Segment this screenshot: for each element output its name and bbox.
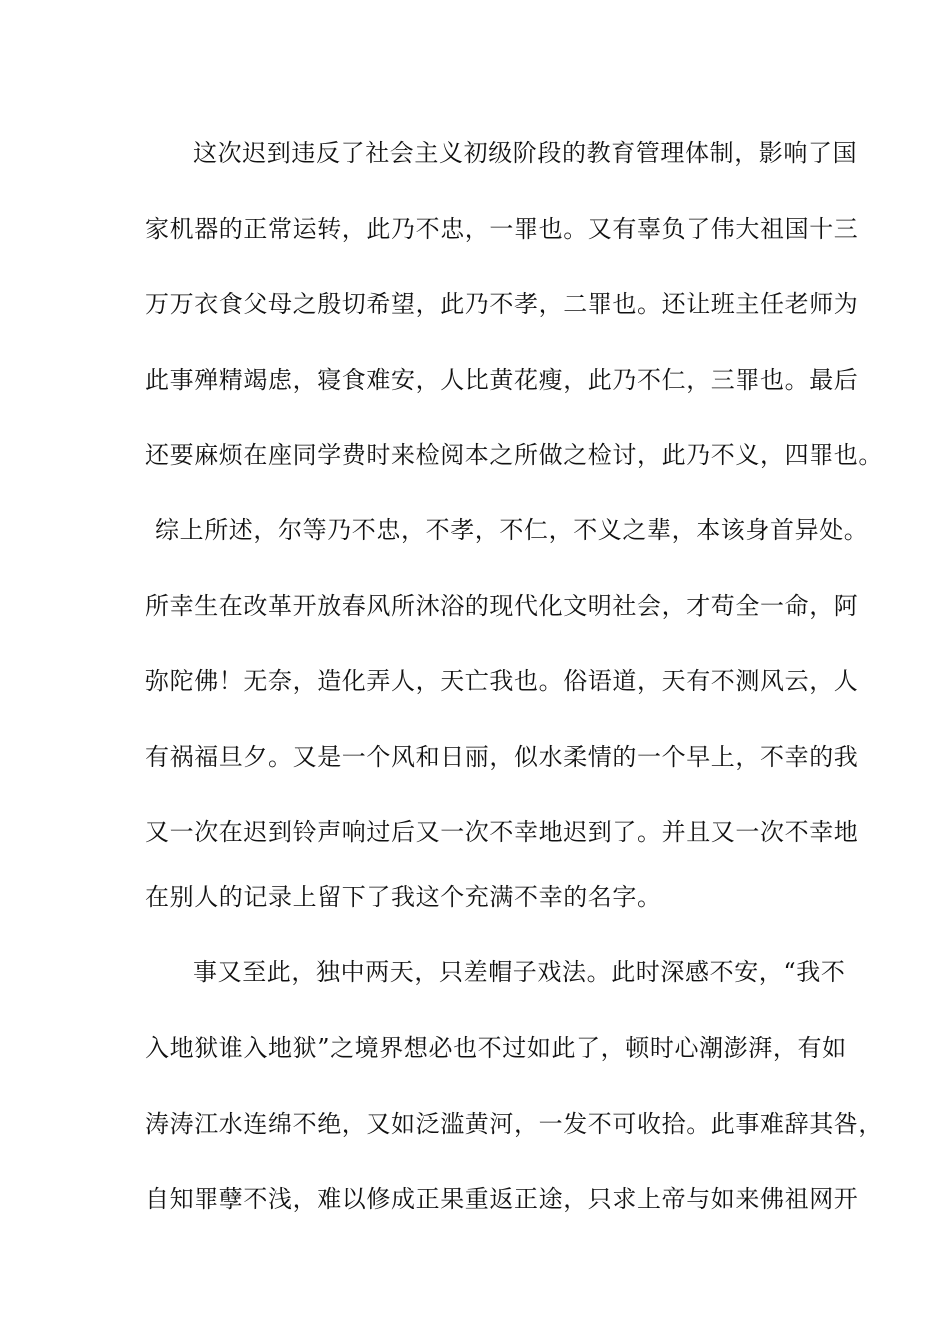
text-line-7: 所幸生在改革开放春风所沐浴的现代化文明社会，才苟全一命，阿 [145,592,859,620]
text-line-5: 还要麻烦在座同学费时来检阅本之所做之检讨，此乃不义，四罪也。 [145,441,883,469]
text-line-2: 家机器的正常运转，此乃不忠，一罪也。又有辜负了伟大祖国十三 [145,215,859,243]
text-line-11: 在别人的记录上留下了我这个充满不幸的名字。 [145,883,662,911]
text-line-4: 此事殚精竭虑，寝食难安，人比黄花瘦，此乃不仁，三罪也。最后 [145,366,859,394]
text-line-15: 自知罪孽不浅，难以修成正果重返正途，只求上帝与如来佛祖网开 [145,1185,859,1213]
text-line-14: 涛涛江水连绵不绝，又如泛滥黄河，一发不可收拾。此事难辞其咎， [145,1110,883,1138]
text-line-3: 万万衣食父母之殷切希望，此乃不孝，二罪也。还让班主任老师为 [145,290,859,318]
text-line-9: 有祸福旦夕。又是一个风和日丽，似水柔情的一个早上，不幸的我 [145,743,859,771]
text-line-8: 弥陀佛！无奈，造化弄人，天亡我也。俗语道，天有不测风云，人 [145,667,859,695]
text-line-12: 事又至此，独中两天，只差帽子戏法。此时深感不安，“我不 [193,958,846,986]
text-line-13: 入地狱谁入地狱”之境界想必也不过如此了，顿时心潮澎湃，有如 [145,1034,847,1062]
text-line-10: 又一次在迟到铃声响过后又一次不幸地迟到了。并且又一次不幸地 [145,818,859,846]
text-line-1: 这次迟到违反了社会主义初级阶段的教育管理体制，影响了国 [193,139,858,167]
text-line-6: 综上所述，尔等乃不忠，不孝，不仁，不义之辈，本该身首异处。 [155,516,869,544]
